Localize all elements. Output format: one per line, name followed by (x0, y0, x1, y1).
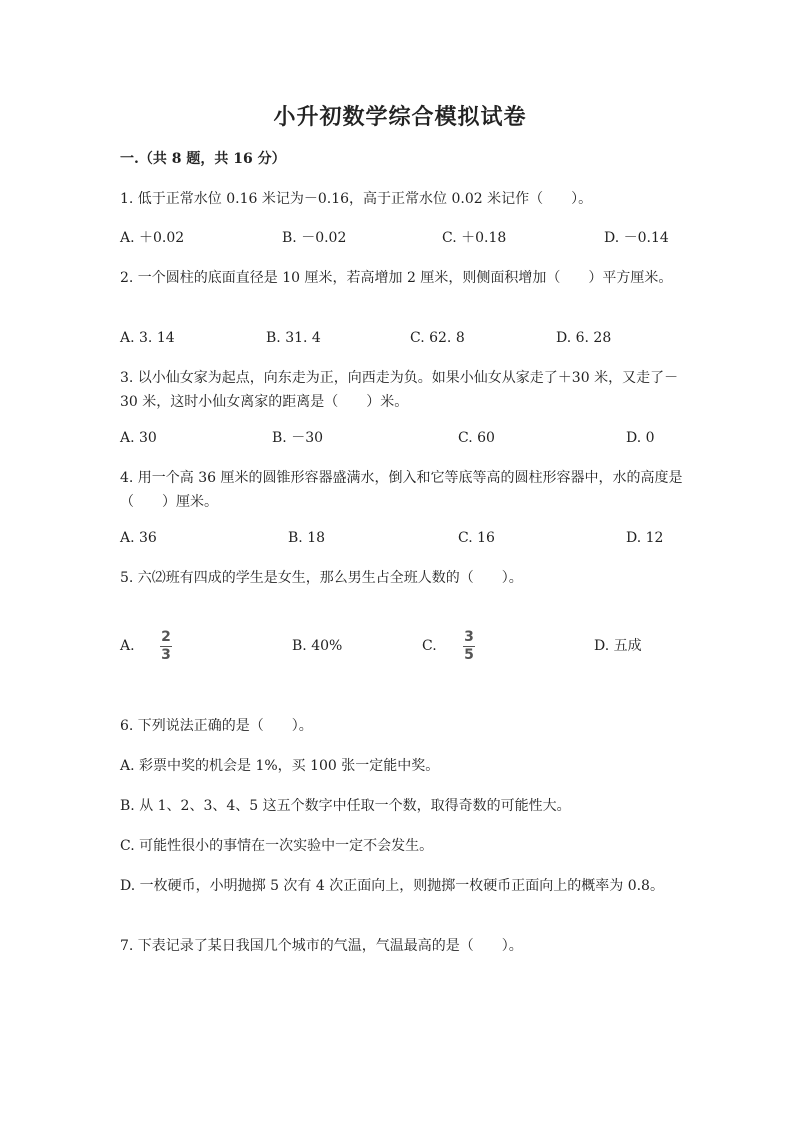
question-2: 2. 一个圆柱的底面直径是 10 厘米，若高增加 2 厘米，则侧面积增加（ ）平方厘米。 (120, 270, 673, 286)
fraction-denominator: 5 (464, 647, 474, 663)
page-title: 小升初数学综合模拟试卷 (273, 104, 527, 130)
option-b: B. －30 (272, 430, 324, 446)
option-c-fraction (463, 630, 475, 663)
section-heading: 一.（共 8 题，共 16 分） (120, 151, 286, 167)
option-b: B. 40% (292, 638, 343, 654)
option-c: C. ＋0.18 (442, 230, 507, 246)
option-d: D. －0.14 (604, 230, 669, 246)
question-1: 1. 低于正常水位 0.16 米记为－0.16，高于正常水位 0.02 米记作（ ）。 (120, 191, 593, 207)
option-d: D. 6. 28 (556, 330, 612, 346)
option-c: C. 60 (458, 430, 495, 446)
question-3-options (120, 426, 680, 450)
option-b: B. 18 (288, 530, 326, 546)
question-4: 4. 用一个高 36 厘米的圆锥形容器盛满水，倒入和它等底等高的圆柱形容器中，水的高度是（ ）厘米。 (120, 470, 683, 510)
option-d: D. 五成 (594, 638, 642, 654)
option-a-label: A. (120, 638, 135, 654)
question-5-options (120, 629, 680, 663)
option-d: D. 12 (626, 530, 664, 546)
question-6-option-a: A. 彩票中奖的机会是 1%，买 100 张一定能中奖。 (120, 758, 440, 774)
question-6-option-c: C. 可能性很小的事情在一次实验中一定不会发生。 (120, 838, 434, 854)
option-d: D. 0 (626, 430, 655, 446)
question-6-option-b: B. 从 1、2、3、4、5 这五个数字中任取一个数，取得奇数的可能性大。 (120, 798, 571, 814)
question-4-options (120, 526, 680, 550)
fraction-numerator: 2 (161, 629, 171, 645)
option-b: B. －0.02 (282, 230, 347, 246)
question-5: 5. 六⑵班有四成的学生是女生，那么男生占全班人数的（ ）。 (120, 570, 523, 586)
question-6-option-d: D. 一枚硬币，小明抛掷 5 次有 4 次正面向上，则抛掷一枚硬币正面向上的概率为 0.8。 (120, 878, 664, 894)
fraction-numerator: 3 (464, 629, 474, 645)
question-7: 7. 下表记录了某日我国几个城市的气温，气温最高的是（ ）。 (120, 938, 523, 954)
option-c: C. 62. 8 (410, 330, 465, 346)
option-a: A. 30 (120, 430, 157, 446)
option-a: A. 3. 14 (120, 330, 175, 346)
fraction-denominator: 3 (161, 647, 171, 663)
question-6: 6. 下列说法正确的是（ ）。 (120, 718, 313, 734)
question-3: 3. 以小仙女家为起点，向东走为正，向西走为负。如果小仙女从家走了＋30 米，又走了－30 米，这时小仙女离家的距离是（ ）米。 (120, 370, 679, 410)
option-c-label: C. (422, 638, 437, 654)
option-a-fraction (160, 630, 172, 663)
option-a: A. 36 (120, 530, 157, 546)
option-a: A. ＋0.02 (120, 230, 185, 246)
question-2-options (120, 326, 680, 350)
option-b: B. 31. 4 (266, 330, 321, 346)
option-c: C. 16 (458, 530, 495, 546)
question-1-options (120, 226, 680, 250)
